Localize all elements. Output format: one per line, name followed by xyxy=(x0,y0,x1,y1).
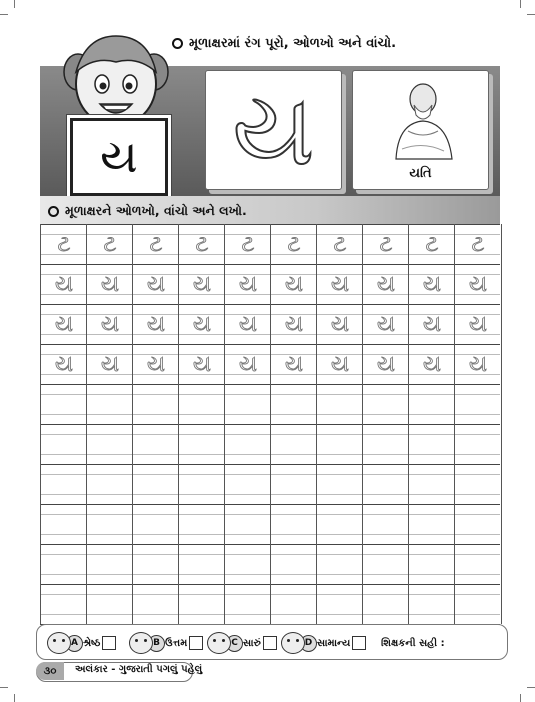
writing-cell[interactable] xyxy=(270,584,317,624)
trace-letter[interactable]: ય xyxy=(178,304,225,344)
writing-cell[interactable] xyxy=(178,504,225,544)
blank-writing-row xyxy=(40,584,500,624)
trace-letter[interactable]: ય xyxy=(454,304,502,344)
writing-cell[interactable] xyxy=(362,584,409,624)
trace-letter[interactable]: ય xyxy=(40,344,87,384)
writing-cell[interactable] xyxy=(86,464,133,504)
writing-cell[interactable] xyxy=(408,384,455,424)
writing-cell[interactable] xyxy=(224,464,271,504)
rating-d[interactable] xyxy=(281,633,366,653)
writing-cell[interactable] xyxy=(408,584,455,624)
writing-cell[interactable] xyxy=(178,424,225,464)
rating-label: શ્રેષ્ઠ xyxy=(83,637,101,649)
trace-letter[interactable]: ય xyxy=(270,264,317,304)
writing-cell[interactable] xyxy=(132,464,179,504)
writing-cell[interactable] xyxy=(86,384,133,424)
trace-letter[interactable]: ય xyxy=(362,264,409,304)
writing-cell[interactable] xyxy=(454,544,502,584)
writing-cell[interactable] xyxy=(362,384,409,424)
writing-cell[interactable] xyxy=(178,464,225,504)
rating-c[interactable] xyxy=(207,633,277,653)
trace-row xyxy=(40,304,500,344)
trace-row xyxy=(40,224,500,264)
trace-letter[interactable]: ટ xyxy=(224,224,271,264)
writing-cell[interactable] xyxy=(316,544,363,584)
trace-letter[interactable]: ય xyxy=(86,264,133,304)
rating-b[interactable] xyxy=(129,633,203,653)
writing-cell[interactable] xyxy=(316,384,363,424)
writing-cell[interactable] xyxy=(408,424,455,464)
trace-letter[interactable]: ય xyxy=(270,344,317,384)
writing-cell[interactable] xyxy=(408,544,455,584)
trace-letter[interactable]: ય xyxy=(132,344,179,384)
trace-letter[interactable]: ય xyxy=(86,344,133,384)
blank-writing-row xyxy=(40,384,500,424)
grade-d-badge: D xyxy=(300,635,317,652)
trace-letter[interactable]: ય xyxy=(178,344,225,384)
letter-board xyxy=(70,118,168,196)
writing-cell[interactable] xyxy=(362,424,409,464)
trace-letter[interactable]: ટ xyxy=(270,224,317,264)
writing-cell[interactable] xyxy=(270,464,317,504)
writing-cell[interactable] xyxy=(270,424,317,464)
writing-cell[interactable] xyxy=(454,504,502,544)
rating-checkbox[interactable] xyxy=(263,636,277,650)
book-title: અલંકાર - ગુજરાતી પગલું પહેલું xyxy=(75,664,203,675)
board-letter: ય xyxy=(100,129,138,183)
writing-cell[interactable] xyxy=(86,504,133,544)
trace-letter[interactable]: ય xyxy=(408,344,455,384)
writing-cell[interactable] xyxy=(270,504,317,544)
trace-letter[interactable]: ટ xyxy=(178,224,225,264)
crop-mark xyxy=(14,694,15,702)
writing-cell[interactable] xyxy=(86,424,133,464)
trace-letter[interactable]: ય xyxy=(132,304,179,344)
writing-cell[interactable] xyxy=(454,424,502,464)
writing-cell[interactable] xyxy=(40,464,87,504)
picture-card xyxy=(352,70,489,190)
trace-letter[interactable]: ય xyxy=(224,264,271,304)
smiley-icon xyxy=(129,632,153,654)
writing-cell[interactable] xyxy=(362,464,409,504)
trace-letter[interactable]: ય xyxy=(316,304,363,344)
yati-portrait-icon xyxy=(378,79,463,161)
writing-cell[interactable] xyxy=(132,424,179,464)
writing-cell[interactable] xyxy=(132,504,179,544)
grade-a-badge: A xyxy=(66,635,83,652)
writing-cell[interactable] xyxy=(86,584,133,624)
bullet-circle-icon xyxy=(48,206,59,217)
writing-cell[interactable] xyxy=(40,384,87,424)
trace-letter[interactable]: ય xyxy=(316,344,363,384)
writing-cell[interactable] xyxy=(362,544,409,584)
rating-checkbox[interactable] xyxy=(102,636,116,650)
trace-letter[interactable]: ય xyxy=(408,264,455,304)
writing-cell[interactable] xyxy=(270,384,317,424)
trace-letter[interactable]: ય xyxy=(40,304,87,344)
crop-mark xyxy=(527,14,535,15)
writing-cell[interactable] xyxy=(316,504,363,544)
trace-letter[interactable]: ય xyxy=(224,344,271,384)
trace-letter[interactable]: ટ xyxy=(40,224,87,264)
writing-cell[interactable] xyxy=(362,504,409,544)
outline-letter-card[interactable] xyxy=(205,70,342,190)
crop-mark xyxy=(0,14,8,15)
writing-cell[interactable] xyxy=(270,544,317,584)
rating-checkbox[interactable] xyxy=(352,636,366,650)
trace-letter[interactable]: ય xyxy=(270,304,317,344)
trace-letter[interactable]: ટ xyxy=(362,224,409,264)
writing-cell[interactable] xyxy=(224,584,271,624)
writing-cell[interactable] xyxy=(40,544,87,584)
trace-letter[interactable]: ટ xyxy=(408,224,455,264)
blank-writing-row xyxy=(40,464,500,504)
trace-letter[interactable]: ય xyxy=(40,264,87,304)
rating-a[interactable] xyxy=(47,633,116,653)
trace-letter[interactable]: ય xyxy=(454,264,502,304)
grade-b-badge: B xyxy=(148,635,165,652)
trace-letter[interactable]: ય xyxy=(454,344,502,384)
trace-letter[interactable]: ટ xyxy=(316,224,363,264)
trace-letter[interactable]: ય xyxy=(362,344,409,384)
smiley-icon xyxy=(281,632,305,654)
crop-mark xyxy=(14,0,15,8)
rating-label: સારું xyxy=(243,637,261,649)
crop-mark xyxy=(0,687,8,688)
writing-cell[interactable] xyxy=(86,544,133,584)
rating-checkbox[interactable] xyxy=(189,636,203,650)
smiley-icon xyxy=(207,632,231,654)
trace-letter[interactable]: ટ xyxy=(132,224,179,264)
writing-cell[interactable] xyxy=(316,464,363,504)
page-number: ૩૦ xyxy=(36,662,64,680)
writing-grid xyxy=(40,224,500,628)
trace-row xyxy=(40,264,500,304)
writing-cell[interactable] xyxy=(132,384,179,424)
bullet-circle-icon xyxy=(172,38,183,49)
writing-cell[interactable] xyxy=(40,504,87,544)
writing-cell[interactable] xyxy=(224,504,271,544)
trace-letter[interactable]: ટ xyxy=(86,224,133,264)
writing-cell[interactable] xyxy=(40,584,87,624)
trace-row xyxy=(40,344,500,384)
instruction-identify-write: મૂળાક્ષરને ઓળખો, વાંચો અને લખો. xyxy=(48,203,247,219)
trace-letter[interactable]: ટ xyxy=(454,224,502,264)
writing-cell[interactable] xyxy=(454,464,502,504)
blank-writing-row xyxy=(40,424,500,464)
writing-cell[interactable] xyxy=(316,424,363,464)
crop-mark xyxy=(527,687,535,688)
writing-cell[interactable] xyxy=(224,544,271,584)
outline-letter[interactable]: ય xyxy=(232,71,315,188)
smiley-icon xyxy=(47,632,71,654)
writing-cell[interactable] xyxy=(224,384,271,424)
trace-letter[interactable]: ય xyxy=(178,264,225,304)
writing-cell[interactable] xyxy=(178,384,225,424)
picture-label: યતિ xyxy=(409,166,432,181)
blank-writing-row xyxy=(40,544,500,584)
crop-mark xyxy=(520,694,521,702)
writing-cell[interactable] xyxy=(408,504,455,544)
trace-letter[interactable]: ય xyxy=(224,304,271,344)
writing-cell[interactable] xyxy=(224,424,271,464)
trace-letter[interactable]: ય xyxy=(408,304,455,344)
rating-strip xyxy=(36,624,508,660)
writing-cell[interactable] xyxy=(408,464,455,504)
trace-letter[interactable]: ય xyxy=(86,304,133,344)
writing-cell[interactable] xyxy=(454,384,502,424)
instruction-color-read: મૂળાક્ષરમાં રંગ પૂરો, ઓળખો અને વાંચો. xyxy=(172,36,396,51)
blank-writing-row xyxy=(40,504,500,544)
writing-cell[interactable] xyxy=(316,584,363,624)
trace-letter[interactable]: ય xyxy=(362,304,409,344)
teacher-signature-label: શિક્ષકની સહી : xyxy=(381,637,445,649)
writing-cell[interactable] xyxy=(132,544,179,584)
writing-cell[interactable] xyxy=(40,424,87,464)
grade-c-badge: C xyxy=(226,635,243,652)
rating-label: ઉત્તમ xyxy=(165,637,188,649)
crop-mark xyxy=(520,0,521,8)
trace-letter[interactable]: ય xyxy=(316,264,363,304)
writing-cell[interactable] xyxy=(454,584,502,624)
writing-cell[interactable] xyxy=(178,544,225,584)
writing-cell[interactable] xyxy=(132,584,179,624)
trace-letter[interactable]: ય xyxy=(132,264,179,304)
writing-cell[interactable] xyxy=(178,584,225,624)
rating-label: સામાન્ય xyxy=(317,637,351,649)
